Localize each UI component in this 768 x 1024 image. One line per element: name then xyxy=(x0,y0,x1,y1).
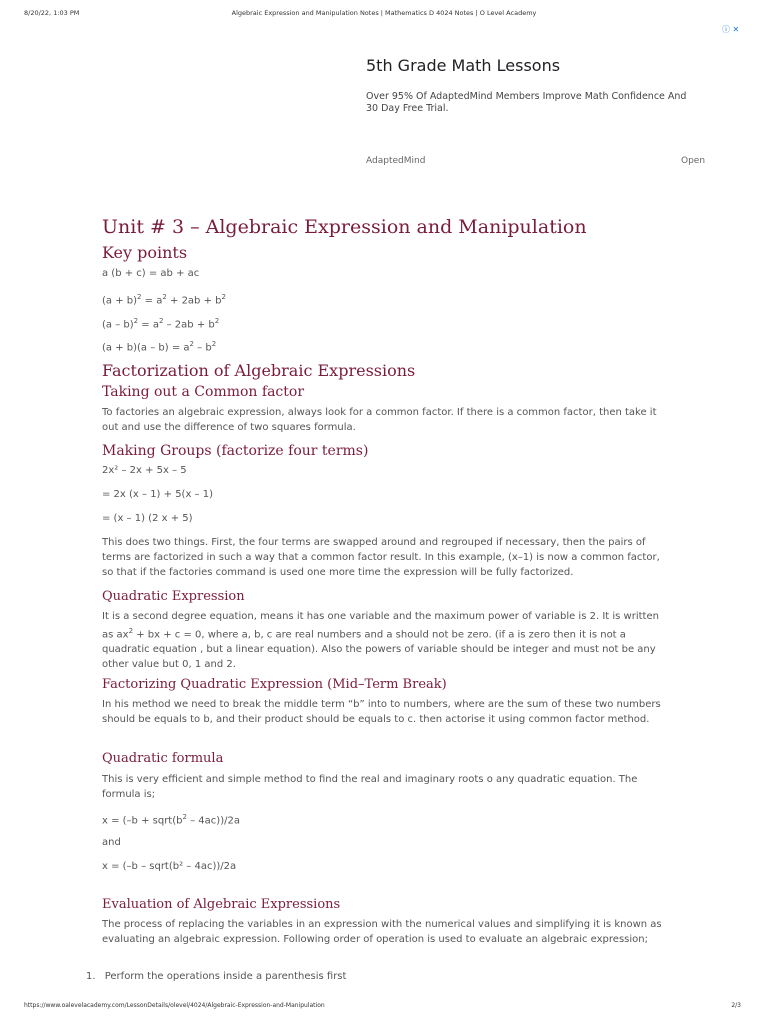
groups-text: This does two things. First, the four terms are swapped around and regrouped if necessary, then the pairs of terms are factorized in such a way that a common factor result. In this example, (x–1) is now a common factor, so that if the factories command is used one more time the expression will be fully factorized. xyxy=(102,537,660,578)
evaluation-text: The process of replacing the variables in an expression with the numerical values and simplifying it is known as evaluating an algebraic expression. Following order of operation is used to evaluate an algebraic expression; xyxy=(102,919,662,945)
midterm-heading: Factorizing Quadratic Expression (Mid–Term Break) xyxy=(102,677,447,692)
ad-brand[interactable]: AdaptedMind xyxy=(366,156,426,166)
quadratic-heading: Quadratic Expression xyxy=(102,589,245,604)
quadratic-text: It is a second degree equation, means it has one variable and the maximum power of variable is 2. It is written as $ax^2$ + bx + c = 0, where a, b, c are real numbers and a should not be zero. (if a is zero then it is not a quadratic equation , but a linear equation). Also the powers of variable should be integer and must not be any other value but 0, 1 and 2. xyxy=(102,611,659,671)
unit-title: Unit # 3 – Algebraic Expression and Manipulation xyxy=(102,216,587,238)
ad-title[interactable]: 5th Grade Math Lessons xyxy=(366,56,561,75)
groups-heading: Making Groups (factorize four terms) xyxy=(102,443,369,459)
factorization-heading: Factorization of Algebraic Expressions xyxy=(102,361,416,380)
formula-text: This is very efficient and simple method to find the real and imaginary roots o any quadratic equation. The formula is; xyxy=(102,774,638,800)
print-url: https://www.oalevelacademy.com/LessonDetails/olevel/4024/Algebraic-Expression-and-Manipulation xyxy=(24,1002,325,1009)
page-number: 2/3 xyxy=(731,1002,741,1009)
evaluation-heading: Evaluation of Algebraic Expressions xyxy=(102,897,341,912)
common-factor-heading: Taking out a Common factor xyxy=(102,384,305,400)
list-item-text: Perform the operations inside a parenthesis first xyxy=(104,971,347,982)
common-factor-text: To factories an algebraic expression, always look for a common factor. If there is a common factor, then take it out and use the difference of two squares formula. xyxy=(102,407,657,433)
ad-open-button[interactable]: Open xyxy=(681,156,706,166)
groups-step-1: 2x² – 2x + 5x – 5 xyxy=(102,465,187,476)
key-point-2: $(a + b)^2 = a^2 + 2ab + b^2$ xyxy=(102,293,226,307)
formula-and: and xyxy=(102,837,121,848)
key-point-4: $(a + b)(a - b) = a^2 - b^2$ xyxy=(102,340,217,354)
list-item-number: 1. xyxy=(86,971,96,982)
formula-1: $x = (-b + sqrt(b^2 - 4ac))/2a$ xyxy=(102,813,240,827)
ad-choices-icon[interactable]: ⓘ ✕ xyxy=(722,25,740,34)
key-point-1: a (b + c) = ab + ac xyxy=(102,268,200,279)
print-header xyxy=(0,9,768,19)
list-item xyxy=(86,971,346,982)
groups-step-2: = 2x (x – 1) + 5(x – 1) xyxy=(102,489,213,500)
midterm-text: In his method we need to break the middle term “b” into to numbers, where are the sum of these two numbers should be equals to b, and their product should be equals to c. then actorise it using common factor method. xyxy=(102,699,661,725)
groups-step-3: = (x – 1) (2 x + 5) xyxy=(102,513,193,524)
key-points-heading: Key points xyxy=(102,243,188,262)
print-title: Algebraic Expression and Manipulation Notes | Mathematics D 4024 Notes | O Level Academy xyxy=(231,9,537,17)
print-date: 8/20/22, 1:03 PM xyxy=(24,9,80,17)
formula-2: x = (–b – sqrt(b² – 4ac))/2a xyxy=(102,861,237,872)
ad-description[interactable]: Over 95% Of AdaptedMind Members Improve Math Confidence And 30 Day Free Trial. xyxy=(366,91,687,114)
formula-heading: Quadratic formula xyxy=(102,751,224,766)
key-point-3: $(a - b)^2 = a^2 - 2ab + b^2$ xyxy=(102,317,220,331)
